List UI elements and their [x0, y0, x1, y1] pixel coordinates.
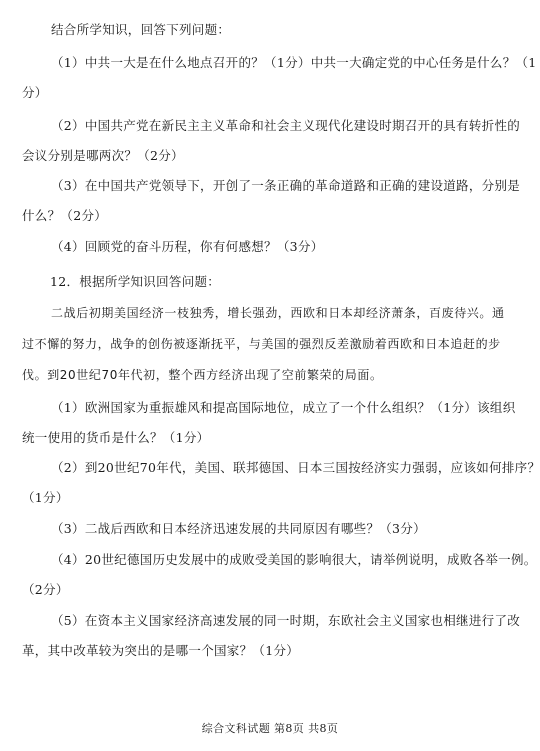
q11-part1-line2: 分） — [22, 85, 48, 100]
q12-part4-line2: （2分） — [22, 582, 69, 597]
q11-part1-line1: （1）中共一大是在什么地点召开的？（1分）中共一大确定党的中心任务是什么？（1 — [51, 55, 537, 70]
q12-part3-line1: （3）二战后西欧和日本经济迅速发展的共同原因有哪些？（3分） — [51, 521, 426, 536]
q11-intro: 结合所学知识，回答下列问题： — [51, 22, 231, 37]
q12-passage-line3: 伐。到20世纪70年代初，整个西方经济出现了空前繁荣的局面。 — [22, 368, 383, 382]
q12-part2-line2: （1分） — [22, 490, 69, 505]
page-footer: 综合文科试题 第8页 共8页 — [201, 722, 339, 735]
q12-part5-line1: （5）在资本主义国家经济高速发展的同一时期，东欧社会主义国家也相继进行了改 — [51, 613, 521, 628]
q12-part4-line1: （4）20世纪德国历史发展中的成败受美国的影响很大，请举例说明，成败各举一例。 — [51, 552, 537, 567]
q12-part1-line1: （1）欧洲国家为重振雄风和提高国际地位，成立了一个什么组织？（1分）该组织 — [51, 400, 516, 415]
q12-passage-line1: 二战后初期美国经济一枝独秀，增长强劲，西欧和日本却经济萧条，百废待兴。通 — [51, 306, 505, 320]
q11-part3-line1: （3）在中国共产党领导下，开创了一条正确的革命道路和正确的建设道路，分别是 — [51, 178, 521, 193]
q11-part4-line1: （4）回顾党的奋斗历程，你有何感想？（3分） — [51, 239, 324, 254]
q11-part2-line1: （2）中国共产党在新民主主义革命和社会主义现代化建设时期召开的具有转折性的 — [51, 118, 521, 133]
q12-part5-line2: 革，其中改革较为突出的是哪一个国家？（1分） — [22, 643, 300, 658]
q12-part1-line2: 统一使用的货币是什么？（1分） — [22, 430, 210, 445]
q11-part2-line2: 会议分别是哪两次？（2分） — [22, 148, 184, 163]
q12-heading: 12．根据所学知识回答问题： — [50, 274, 221, 289]
q12-part2-line1: （2）到20世纪70年代，美国、联邦德国、日本三国按经济实力强弱，应该如何排序？ — [51, 460, 540, 475]
q12-passage-line2: 过不懈的努力，战争的创伤被逐渐抚平，与美国的强烈反差激励着西欧和日本追赶的步 — [22, 337, 501, 351]
q11-part3-line2: 什么？（2分） — [22, 208, 108, 223]
